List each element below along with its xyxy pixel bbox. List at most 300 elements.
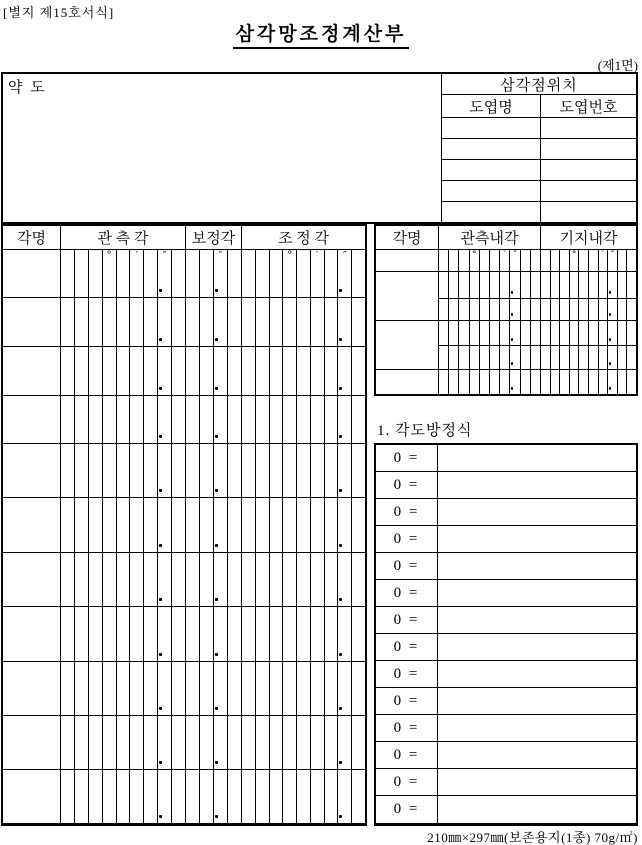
digit-cell [88,553,102,606]
digit-cell [61,662,74,715]
digit-cell [598,370,608,394]
digit-cell [520,272,530,298]
adjusted-angle-header: 조 정 각 [241,226,365,249]
digit-cell [530,346,540,369]
digit-cell [227,553,241,606]
map-sheet-number-cell [541,118,636,138]
equation-row [376,499,636,526]
digit-cell [489,321,499,345]
angle-name-cell [376,272,438,321]
digit-cell [88,716,102,769]
angle-row [3,716,365,770]
digit-cell [143,347,157,395]
digit-cell [269,250,283,297]
map-sheet-number-cell [541,139,636,159]
correction-angle-digits [185,662,241,715]
map-sheet-row [442,160,636,181]
digit-cell [171,716,185,769]
map-sheet-number-cell [541,160,636,180]
digit-cell [324,498,338,552]
observed-angle-digits [60,662,185,715]
digit-cell [439,299,448,320]
decimal-point [215,387,218,390]
digit-cell [550,250,560,271]
digit-cell [458,272,468,298]
digit-cell [550,321,560,345]
digit-cell [626,272,636,298]
digit-cell [337,607,351,661]
angle-row [3,444,365,498]
equation-zero-label: 0 = [376,634,438,660]
title-area [0,19,642,49]
digit-cell [559,299,569,320]
digit-cell [227,770,241,823]
digit-cell [541,272,550,298]
digit-cell [310,607,324,661]
digit-cell [296,498,310,552]
decimal-point [339,387,342,390]
interior-angle-body [376,250,636,394]
digit-cell [479,250,489,271]
digit-cell [269,662,283,715]
digit-cell [310,347,324,395]
digit-cell [598,299,608,320]
digit-cell [598,250,608,271]
decimal-point [339,707,342,710]
digit-cell [509,321,519,345]
digit-cell [171,347,185,395]
digit-cell [143,444,157,497]
sketch-map-label: 약 도 [8,80,47,96]
digit-cell [296,396,310,443]
digit-cell [479,272,489,298]
digit-cell [530,321,540,345]
digit-cell [186,396,199,443]
equation-row [376,553,636,580]
equation-zero-label: 0 = [376,472,438,498]
digit-cell [310,553,324,606]
observed-angle-digits [60,553,185,606]
digit-cell [199,396,213,443]
equation-value-cell [438,634,636,660]
angle-name-cell [3,662,60,715]
angle-name-cell [3,250,60,297]
digit-row [439,370,540,394]
decimal-point [159,815,162,818]
digit-cell [520,299,530,320]
angle-adjustment-body [3,250,365,823]
digit-cell [199,770,213,823]
digit-cell [242,662,255,715]
digit-cell [129,444,143,497]
digit-cell [186,716,199,769]
angle-row [3,347,365,396]
second-symbol: ″ [342,250,347,261]
equation-row [376,445,636,472]
decimal-point [159,289,162,292]
digit-cell [282,607,296,661]
digit-cell [282,298,296,346]
digit-cell [102,396,116,443]
digit-cell [282,347,296,395]
digit-cell [186,607,199,661]
digit-cell [227,298,241,346]
minute-symbol: ′ [503,250,506,260]
digit-cell [61,298,74,346]
observed-interior-angle-digits [438,250,540,394]
digit-cell [242,607,255,661]
angle-name-header: 각명 [17,231,46,247]
angle-name-cell [3,347,60,395]
digit-cell [324,662,338,715]
angle-equation-title: 1. 각도방정식 [377,423,473,439]
decimal-point [339,653,342,656]
digit-cell [479,321,489,345]
digit-cell [129,498,143,552]
digit-row [541,321,636,346]
angle-name-cell [3,716,60,769]
digit-cell [213,607,227,661]
digit-cell [617,321,627,345]
digit-cell [351,396,365,443]
digit-cell [296,444,310,497]
digit-cell [607,250,617,271]
digit-cell [337,770,351,823]
minute-symbol: ′ [135,250,139,261]
digit-cell [61,347,74,395]
map-sheet-name-header: 도엽명 [442,95,541,117]
digit-cell [499,299,509,320]
digit-cell [269,347,283,395]
equation-value-cell [438,553,636,579]
digit-cell [469,250,479,271]
digit-cell [448,272,458,298]
angle-row [3,553,365,607]
digit-cell [269,298,283,346]
digit-cell [186,770,199,823]
digit-cell [509,272,519,298]
angle-name-cell [376,370,438,394]
digit-cell [269,396,283,443]
angle-name-cell [3,607,60,661]
digit-cell [578,346,588,369]
decimal-point [511,362,513,365]
digit-cell [102,298,116,346]
digit-cell [479,346,489,369]
observed-angle-header: 관 측 각 [60,226,185,249]
digit-cell [255,662,269,715]
digit-cell [199,662,213,715]
digit-cell [61,250,74,297]
digit-cell [351,662,365,715]
digit-cell [74,298,88,346]
decimal-point [215,489,218,492]
digit-cell [499,250,509,271]
digit-cell [607,272,617,298]
digit-cell [509,346,519,369]
digit-cell [129,662,143,715]
digit-cell [530,272,540,298]
digit-cell [617,370,627,394]
digit-cell [255,498,269,552]
digit-cell [171,250,185,297]
digit-cell [626,370,636,394]
digit-row [541,250,636,272]
digit-cell [242,396,255,443]
digit-cell [458,321,468,345]
digit-cell [626,321,636,345]
digit-cell [242,716,255,769]
digit-row [439,346,540,370]
digit-cell [227,662,241,715]
digit-cell [607,346,617,369]
form-number: [별지 제15호서식] [3,5,115,20]
correction-angle-digits [185,498,241,552]
digit-cell [129,396,143,443]
correction-angle-digits [185,716,241,769]
correction-angle-digits [185,250,241,297]
decimal-point [215,544,218,547]
decimal-point [609,362,611,365]
digit-cell [88,444,102,497]
digit-cell [227,250,241,297]
adjusted-angle-digits [241,716,365,769]
digit-cell [242,298,255,346]
correction-angle-digits [185,553,241,606]
observed-angle-digits [60,396,185,443]
decimal-point [215,598,218,601]
digit-cell [102,607,116,661]
second-symbol: ″ [513,250,517,260]
digit-cell [171,607,185,661]
adjusted-angle-digits [241,347,365,395]
angle-name-cell [3,444,60,497]
decimal-point [339,289,342,292]
angle-row [3,498,365,553]
digit-cell [157,770,171,823]
equation-value-cell [438,472,636,498]
digit-cell [171,444,185,497]
digit-cell [550,272,560,298]
digit-cell [171,770,185,823]
digit-cell [520,346,530,369]
digit-cell [199,716,213,769]
digit-cell [337,553,351,606]
digit-cell [569,272,579,298]
digit-cell [143,396,157,443]
digit-cell [489,346,499,369]
angle-row [3,250,365,298]
digit-cell [588,250,598,271]
digit-cell [143,716,157,769]
digit-cell [617,250,627,271]
digit-cell [143,770,157,823]
equation-value-cell [438,526,636,552]
digit-cell [598,321,608,345]
equation-zero-label: 0 = [376,580,438,606]
digit-cell [282,553,296,606]
equation-row [376,688,636,715]
digit-cell [578,250,588,271]
equation-value-cell [438,715,636,741]
digit-cell [129,770,143,823]
map-sheet-row [442,118,636,139]
map-sheet-name-cell [442,139,541,159]
digit-cell [337,250,351,297]
observed-angle-digits [60,298,185,346]
digit-cell [143,607,157,661]
digit-cell [116,770,130,823]
digit-cell [282,444,296,497]
digit-cell [242,250,255,297]
equation-zero-label: 0 = [376,796,438,823]
digit-row [541,346,636,370]
digit-cell [88,298,102,346]
correction-angle-header: 보정각 [185,226,241,249]
digit-cell [337,396,351,443]
second-symbol: ″ [610,250,615,260]
digit-cell [116,553,130,606]
digit-cell [143,298,157,346]
digit-cell [448,346,458,369]
equation-value-cell [438,796,636,823]
equation-zero-label: 0 = [376,688,438,714]
digit-cell [61,444,74,497]
digit-cell [171,662,185,715]
digit-cell [116,298,130,346]
angle-name-cell [3,298,60,346]
digit-cell [227,498,241,552]
digit-cell [143,553,157,606]
equation-row [376,607,636,634]
digit-cell [88,498,102,552]
digit-cell [626,346,636,369]
digit-cell [541,346,550,369]
digit-cell [324,553,338,606]
decimal-point [511,387,513,390]
digit-cell [186,347,199,395]
equation-row [376,661,636,688]
digit-cell [157,298,171,346]
decimal-point [215,289,218,292]
digit-cell [588,299,598,320]
angle-row [3,396,365,444]
equation-zero-label: 0 = [376,553,438,579]
digit-cell [351,607,365,661]
digit-cell [157,716,171,769]
digit-cell [310,662,324,715]
digit-cell [499,346,509,369]
angle-equation-table [374,443,638,826]
digit-cell [607,370,617,394]
decimal-point [609,387,611,390]
equation-value-cell [438,499,636,525]
map-sheet-row [442,181,636,202]
decimal-point [159,761,162,764]
angle-name-cell [3,498,60,552]
map-sheet-name-cell [442,181,541,201]
correction-angle-digits [185,347,241,395]
digit-cell [310,498,324,552]
digit-cell [227,607,241,661]
correction-angle-digits [185,396,241,443]
equation-value-cell [438,688,636,714]
digit-cell [199,298,213,346]
map-sheet-number-cell [541,181,636,201]
decimal-point [339,815,342,818]
digit-cell [88,250,102,297]
digit-cell [213,347,227,395]
equation-value-cell [438,769,636,795]
digit-cell [578,321,588,345]
observed-angle-digits [60,444,185,497]
digit-cell [186,662,199,715]
equation-zero-label: 0 = [376,661,438,687]
digit-cell [157,444,171,497]
decimal-point [339,761,342,764]
digit-cell [520,321,530,345]
digit-row [439,299,540,321]
angle-row [3,662,365,716]
digit-cell [199,498,213,552]
digit-cell [569,346,579,369]
digit-cell [269,444,283,497]
digit-cell [227,347,241,395]
digit-cell [186,250,199,297]
location-table-header [442,95,636,118]
digit-cell [351,444,365,497]
digit-cell [588,321,598,345]
equation-row [376,742,636,769]
digit-cell [282,498,296,552]
digit-cell [242,498,255,552]
angle-adjustment-table [1,224,367,826]
digit-cell [61,607,74,661]
digit-cell [469,370,479,394]
digit-cell [186,298,199,346]
digit-cell [74,396,88,443]
digit-cell [88,607,102,661]
equation-value-cell [438,661,636,687]
angle-name-cell [3,396,60,443]
decimal-point [159,707,162,710]
paper-size-note: 210㎜×297㎜(보존용지(1종) 70g/㎡) [427,830,638,845]
decimal-point [511,291,513,294]
digit-cell [439,321,448,345]
digit-cell [598,346,608,369]
adjusted-angle-digits [241,444,365,497]
digit-cell [199,347,213,395]
digit-cell [102,498,116,552]
digit-cell [102,347,116,395]
digit-cell [617,272,627,298]
equation-row [376,634,636,661]
digit-cell [310,298,324,346]
minute-symbol: ′ [316,250,319,261]
digit-cell [296,250,310,297]
equation-row [376,796,636,823]
digit-cell [88,770,102,823]
digit-cell [310,716,324,769]
digit-cell [296,298,310,346]
minute-symbol: ′ [601,250,604,260]
digit-cell [61,716,74,769]
decimal-point [339,489,342,492]
adjusted-angle-digits [241,250,365,297]
digit-cell [351,498,365,552]
digit-cell [213,250,227,297]
angle-name-cell [3,770,60,823]
